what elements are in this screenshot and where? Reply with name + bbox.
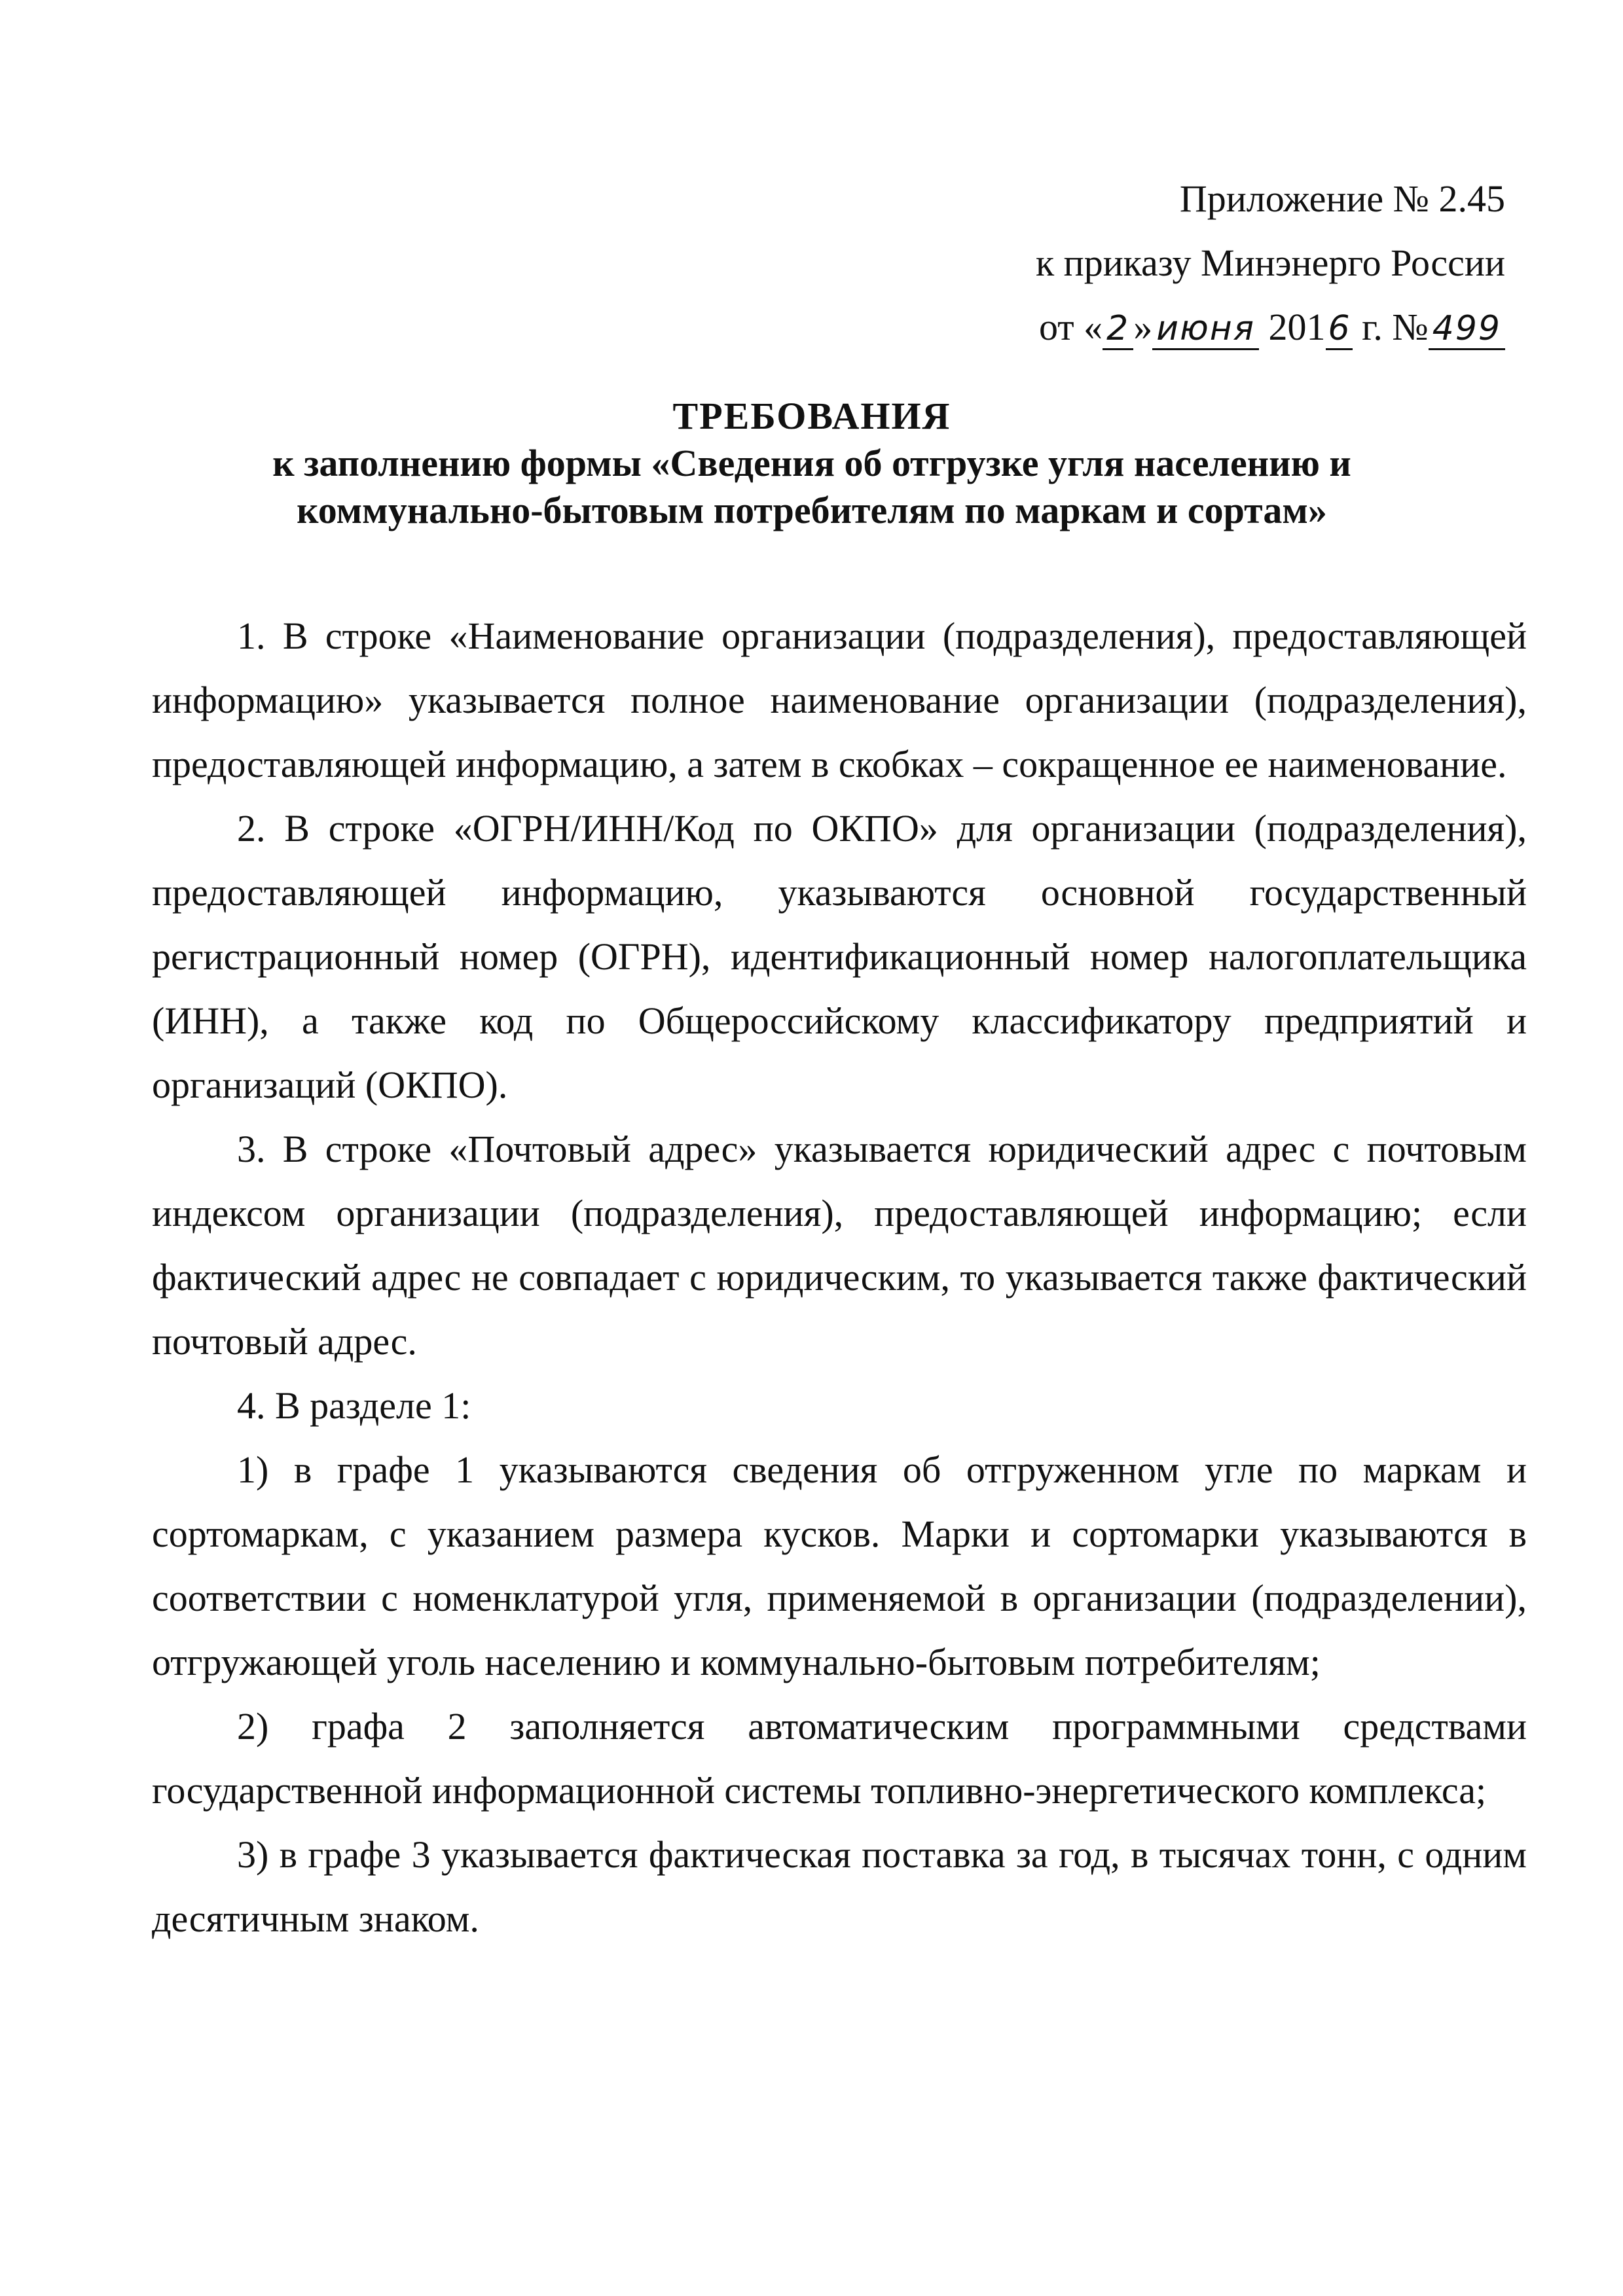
paragraph-4: 4. В разделе 1: <box>237 1384 471 1427</box>
paragraph-4-1: 1) в графе 1 указываются сведения об отгруженном угле по маркам и сортомаркам, с указанием размера кусков. Марки и сортомарки указываются в соответствии с номенклатурой угля, применяемой в организации (подразделении), отгружающей уголь населению и коммунально-бытовым потребителям; <box>152 1448 1527 1683</box>
handwritten-month: июня <box>1152 309 1259 350</box>
handwritten-order-number: 499 <box>1429 309 1505 350</box>
year-prefix: 201 <box>1268 306 1326 348</box>
date-prefix: от « <box>1039 306 1103 348</box>
appendix-header <box>916 167 1505 361</box>
handwritten-year-digit: 6 <box>1326 309 1353 350</box>
paragraph-4-3: 3) в графе 3 указывается фактическая поставка за год, в тысячах тонн, с одним десятичным знаком. <box>152 1833 1527 1940</box>
document-title <box>151 393 1473 534</box>
handwritten-day: 2 <box>1103 309 1133 350</box>
order-reference: к приказу Минэнерго России <box>1036 242 1505 284</box>
date-mid: » <box>1133 306 1153 348</box>
paragraph-2: 2. В строке «ОГРН/ИНН/Код по ОКПО» для организации (подразделения), предоставляющей информацию, указываются основной государственный регистрационный номер (ОГРН), идентификационный номер налогоплательщика (ИНН), а также код по Общероссийскому классификатору предприятий и организаций (ОКПО). <box>152 807 1527 1106</box>
title-main: ТРЕБОВАНИЯ <box>672 395 951 437</box>
appendix-number: Приложение № 2.45 <box>1179 177 1505 220</box>
paragraph-1: 1. В строке «Наименование организации (подразделения), предоставляющей информацию» указывается полное наименование организации (подразделения), предоставляющей информацию, а затем в скобках – сокращенное ее наименование. <box>152 615 1527 785</box>
document-body <box>152 604 1527 1951</box>
title-subtitle: к заполнению формы «Сведения об отгрузке угля населению и коммунально-бытовым потребителям по маркам и сортам» <box>272 442 1351 531</box>
paragraph-4-2: 2) графа 2 заполняется автоматическим программными средствами государственной информационной системы топливно-энергетического комплекса; <box>152 1705 1527 1812</box>
order-date-number <box>916 295 1505 361</box>
paragraph-3: 3. В строке «Почтовый адрес» указывается юридический адрес с почтовым индексом организации (подразделения), предоставляющей информацию; если фактический адрес не совпадает с юридическим, то указывается также фактический почтовый адрес. <box>152 1128 1527 1363</box>
number-prefix: г. № <box>1352 306 1429 348</box>
